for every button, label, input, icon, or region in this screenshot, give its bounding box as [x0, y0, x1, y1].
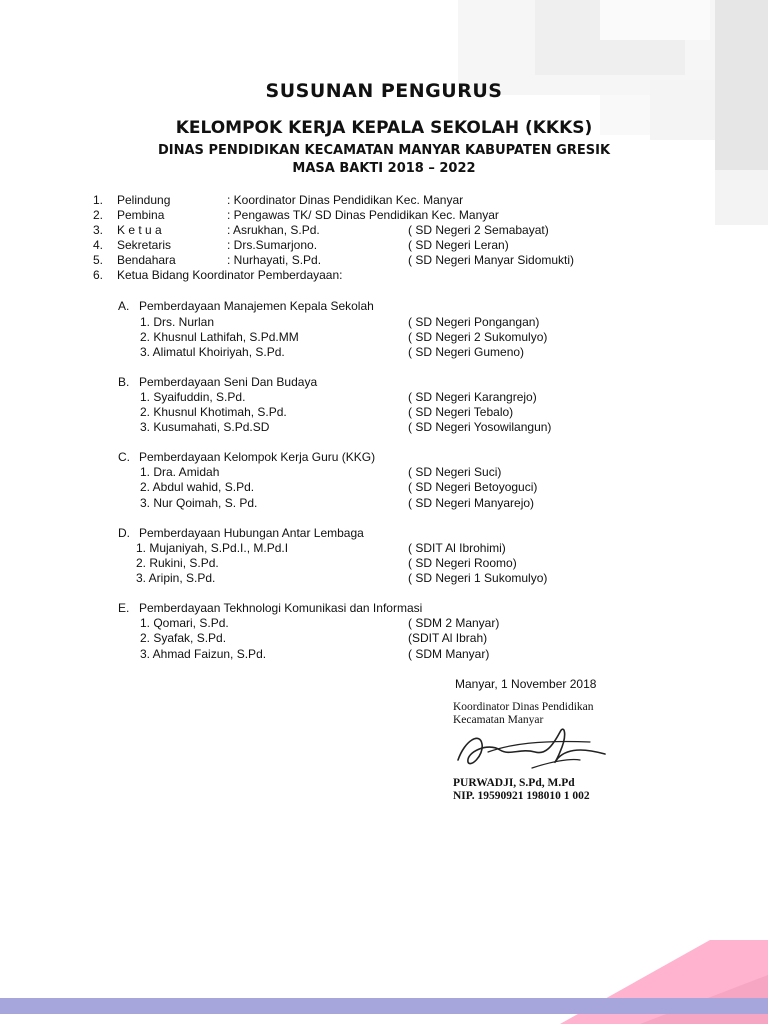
signatory-name: PURWADJI, S.Pd, M.Pd: [453, 777, 575, 789]
section-letter: D.: [118, 526, 130, 540]
officer-school: ( SD Negeri Leran): [408, 238, 509, 252]
member-school: ( SD Negeri Karangrejo): [408, 390, 537, 404]
member-name: 3. Alimatul Khoiriyah, S.Pd.: [140, 345, 285, 359]
section-letter: A.: [118, 299, 130, 313]
signatory-position: Koordinator Dinas Pendidikan: [453, 701, 594, 713]
member-name: 3. Kusumahati, S.Pd.SD: [140, 420, 270, 434]
member-school: (SDIT Al Ibrah): [408, 631, 488, 645]
member-school: ( SDM Manyar): [408, 647, 490, 661]
member-school: ( SDIT Al Ibrohimi): [408, 541, 506, 555]
member-school: ( SDM 2 Manyar): [408, 616, 500, 630]
signatory-position-area: Kecamatan Manyar: [453, 714, 544, 726]
section-heading: [118, 601, 423, 616]
member-school: ( SD Negeri Betoyoguci): [408, 480, 538, 494]
member-name: 3. Ahmad Faizun, S.Pd.: [140, 647, 267, 661]
member-school: ( SD Negeri Yosowilangun): [408, 420, 552, 434]
officer-school: ( SD Negeri 2 Semabayat): [408, 223, 549, 237]
member-school: ( SD Negeri Suci): [408, 465, 502, 479]
member-name: 1. Mujaniyah, S.Pd.I., M.Pd.I: [136, 541, 289, 555]
section-heading: [118, 299, 374, 314]
handwritten-signature: [440, 722, 615, 780]
member-name: 2. Abdul wahid, S.Pd.: [140, 480, 255, 494]
member-school: ( SD Negeri Gumeno): [408, 345, 525, 359]
list-number: 3.: [93, 223, 104, 237]
member-school: ( SD Negeri 1 Sukomulyo): [408, 571, 548, 585]
officer-role: Bendahara: [117, 253, 176, 267]
officer-role: K e t u a: [117, 223, 162, 237]
officer-role: Ketua Bidang Koordinator Pemberdayaan:: [117, 268, 343, 282]
officer-role: Sekretaris: [117, 238, 172, 252]
section-title: Pemberdayaan Seni Dan Budaya: [139, 375, 318, 389]
member-name: 3. Aripin, S.Pd.: [136, 571, 216, 585]
member-school: ( SD Negeri Roomo): [408, 556, 517, 570]
officer-name: : Asrukhan, S.Pd.: [227, 223, 320, 237]
officer-name: : Drs.Sumarjono.: [227, 238, 318, 252]
member-name: 2. Khusnul Lathifah, S.Pd.MM: [140, 330, 299, 344]
section-heading: [118, 450, 376, 465]
document-title: SUSUNAN PENGURUS: [265, 80, 503, 102]
member-school: ( SD Negeri Manyarejo): [408, 496, 535, 510]
officer-name: : Nurhayati, S.Pd.: [227, 253, 322, 267]
service-period: MASA BAKTI 2018 – 2022: [292, 161, 476, 176]
member-name: 1. Qomari, S.Pd.: [140, 616, 229, 630]
signatory-nip: NIP. 19590921 198010 1 002: [453, 790, 590, 802]
organization-name: KELOMPOK KERJA KEPALA SEKOLAH (KKKS): [175, 118, 593, 138]
member-name: 2. Khusnul Khotimah, S.Pd.: [140, 405, 287, 419]
list-number: 6.: [93, 268, 104, 282]
list-number: 5.: [93, 253, 104, 267]
officer-role: Pelindung: [117, 193, 171, 207]
section-title: Pemberdayaan Kelompok Kerja Guru (KKG): [139, 450, 376, 464]
member-school: ( SD Negeri 2 Sukomulyo): [408, 330, 548, 344]
section-letter: B.: [118, 375, 130, 389]
section-heading: [118, 526, 364, 541]
member-name: 3. Nur Qoimah, S. Pd.: [140, 496, 258, 510]
section-letter: C.: [118, 450, 130, 464]
member-name: 1. Drs. Nurlan: [140, 315, 215, 329]
officer-name: : Koordinator Dinas Pendidikan Kec. Manyar: [227, 193, 464, 207]
section-letter: E.: [118, 601, 130, 615]
place-date: Manyar, 1 November 2018: [455, 677, 597, 691]
office-name: DINAS PENDIDIKAN KECAMATAN MANYAR KABUPATEN GRESIK: [157, 143, 611, 158]
section-title: Pemberdayaan Tekhnologi Komunikasi dan Informasi: [139, 601, 423, 615]
member-name: 1. Dra. Amidah: [140, 465, 220, 479]
member-school: ( SD Negeri Pongangan): [408, 315, 540, 329]
list-number: 1.: [93, 193, 104, 207]
footer-bar: [0, 998, 768, 1014]
officer-role: Pembina: [117, 208, 165, 222]
section-title: Pemberdayaan Hubungan Antar Lembaga: [139, 526, 364, 540]
section-heading: [118, 375, 318, 390]
member-name: 1. Syaifuddin, S.Pd.: [140, 390, 246, 404]
section-title: Pemberdayaan Manajemen Kepala Sekolah: [139, 299, 374, 313]
member-name: 2. Rukini, S.Pd.: [136, 556, 219, 570]
officer-school: ( SD Negeri Manyar Sidomukti): [408, 253, 575, 267]
list-number: 4.: [93, 238, 104, 252]
officer-name: : Pengawas TK/ SD Dinas Pendidikan Kec. Manyar: [227, 208, 499, 222]
list-number: 2.: [93, 208, 104, 222]
member-name: 2. Syafak, S.Pd.: [140, 631, 227, 645]
member-school: ( SD Negeri Tebalo): [408, 405, 514, 419]
